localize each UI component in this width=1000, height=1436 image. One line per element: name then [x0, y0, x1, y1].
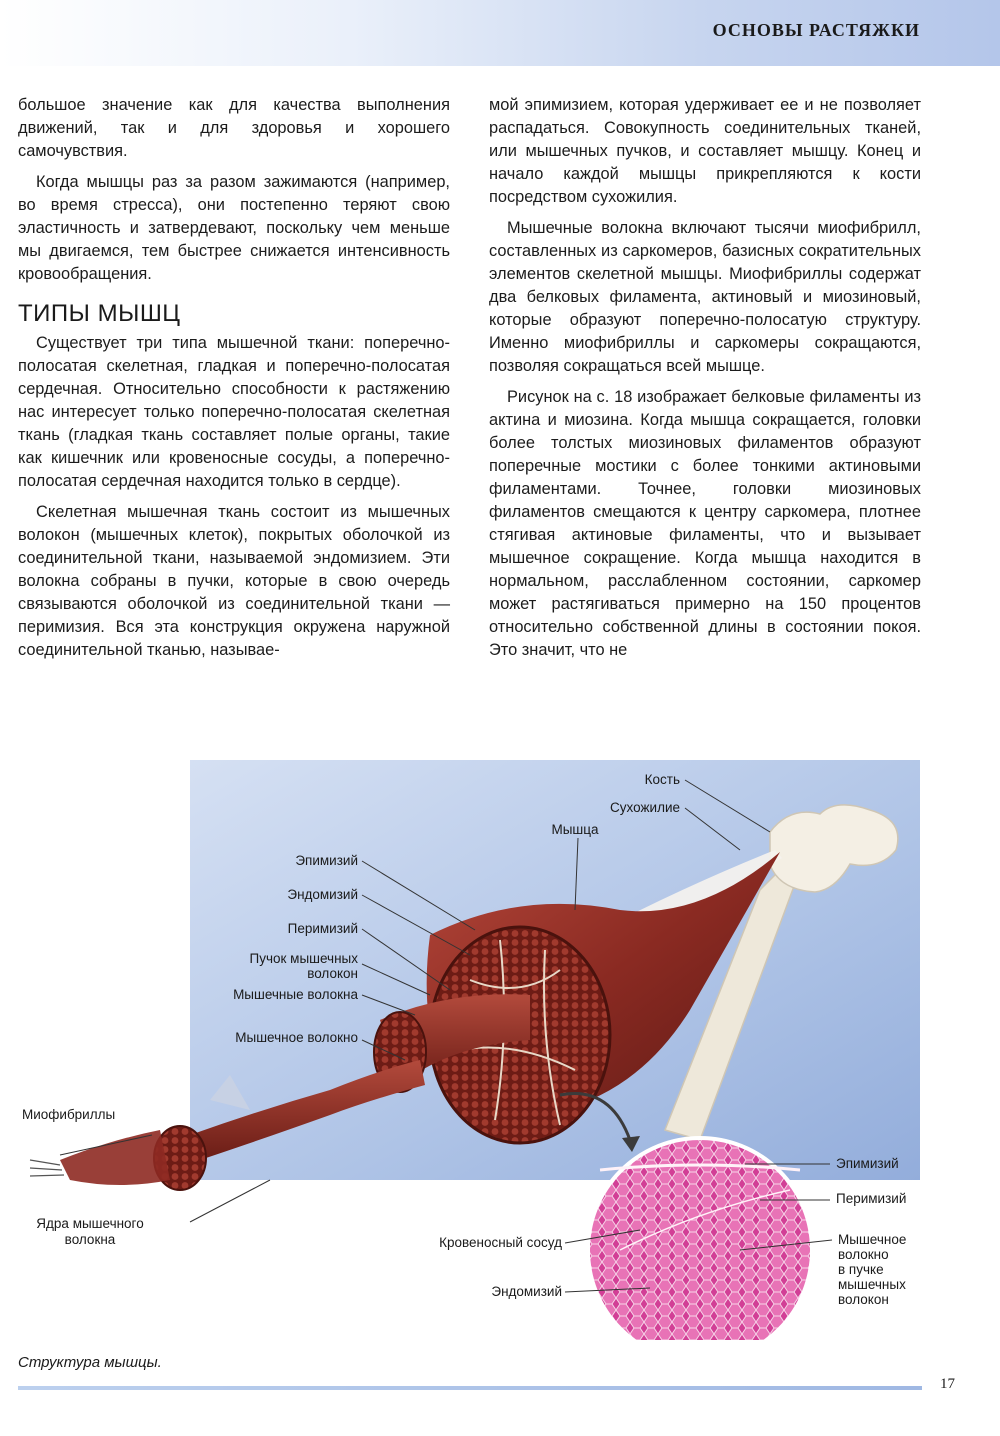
label-bone: Кость — [644, 772, 680, 787]
section-title: ОСНОВЫ РАСТЯЖКИ — [712, 20, 920, 40]
figure-caption: Структура мышцы. — [18, 1354, 162, 1371]
label-perimysium: Перимизий — [287, 921, 358, 936]
footer-rule — [18, 1386, 922, 1390]
label-micro-perimysium: Перимизий — [836, 1191, 907, 1206]
myofibrils-strand — [60, 1130, 170, 1185]
paragraph: Существует три типа мышечной ткани: поперечно-полосатая скелетная, гладкая и поперечно-полосатая сердечная. Относительно способности к растяжению нас интересует только поперечно-полосатая скелетная ткань (гладкая ткань составляет полые органы, такие как кишечник или кровеносные сосуды, а поперечно-полосатая сердечная находится только в сердце). — [18, 334, 450, 490]
label-micro-fiber-line4: мышечных — [838, 1277, 906, 1292]
label-micro-fiber-line1: Мышечное — [838, 1232, 907, 1247]
label-bundle-line2: волокон — [307, 966, 358, 981]
label-muscle: Мышца — [551, 822, 599, 837]
label-fibers: Мышечные волокна — [233, 987, 358, 1002]
label-blood-vessel: Кровеносный сосуд — [439, 1235, 562, 1250]
label-fiber: Мышечное волокно — [235, 1030, 358, 1045]
paragraph: Когда мышцы раз за разом зажимаются (например, во время стресса), они постепенно теряют свою эластичность и затвердевают, поскольку чем меньше мы двигаемся, тем быстрее снижается интенсивность кровообращения. — [18, 173, 450, 283]
label-micro-fiber-line5: волокон — [838, 1292, 889, 1307]
page-number: 17 — [940, 1376, 955, 1392]
label-nuclei-line2: волокна — [64, 1232, 116, 1247]
paragraph: большое значение как для качества выполнения движений, так и для здоровья и хорошего самочувствия. — [18, 96, 450, 160]
label-epimysium: Эпимизий — [295, 853, 358, 868]
paragraph: Мышечные волокна включают тысячи миофибрилл, составленных из саркомеров, базисных сократительных элементов скелетной мышцы. Миофибриллы содержат два белковых филамента, актиновый и миозиновый, которые образуют поперечно-полосатую структуру. Именно миофибриллы и саркомеры сокращаются, позволяя сокращаться всей мышце. — [489, 219, 921, 375]
paragraph: Рисунок на с. 18 изображает белковые филаменты из актина и миозина. Когда мышца сокращается, головки более толстых миозиновых филаментов образуют поперечные мостики с более тонкими актиновыми филаментами. Точнее, головки миозиновых филаментов смещаются к центру саркомера, плотнее стягивая актиновые филаменты, что и вызывает мышечное сокращение. Когда мышца находится в нормальном, расслабленном состоянии, саркомер может растягиваться примерно на 150 процентов относительно собственной длины в состоянии покоя. Это значит, что не — [489, 388, 921, 659]
label-tendon: Сухожилие — [610, 800, 680, 815]
paragraph: мой эпимизием, которая удерживает ее и не позволяет распадаться. Совокупность соединительных тканей, или мышечных пучков, и составляет мышцу. Конец и начало каждой мышцы прикрепляются к кости посредством сухожилия. — [489, 96, 921, 206]
paragraph: Скелетная мышечная ткань состоит из мышечных волокон (мышечных клеток), покрытых оболочкой из соединительной ткани, называемой эндомизием. Эти волокна собраны в пучки, которые в свою очередь связываются оболочкой из соединительной ткани — перимизия. Вся эта конструкция окружена наружной соединительной тканью, называе- — [18, 503, 450, 659]
myofibril-ends — [30, 1160, 64, 1176]
label-micro-epimysium: Эпимизий — [836, 1156, 899, 1171]
right-column — [489, 94, 921, 670]
label-micro-fiber-line2: волокно — [838, 1247, 889, 1262]
label-myofibrils: Миофибриллы — [22, 1107, 116, 1122]
muscle-structure-figure — [0, 740, 1000, 1340]
left-column — [18, 94, 450, 670]
label-micro-fiber-line3: в пучке — [838, 1262, 884, 1277]
label-endomysium: Эндомизий — [287, 887, 358, 902]
subheading: ТИПЫ МЫШЦ — [18, 300, 181, 327]
label-nuclei-line1: Ядра мышечного — [36, 1216, 144, 1231]
label-bundle-line1: Пучок мышечных — [249, 951, 358, 966]
label-micro-endomysium: Эндомизий — [491, 1284, 562, 1299]
